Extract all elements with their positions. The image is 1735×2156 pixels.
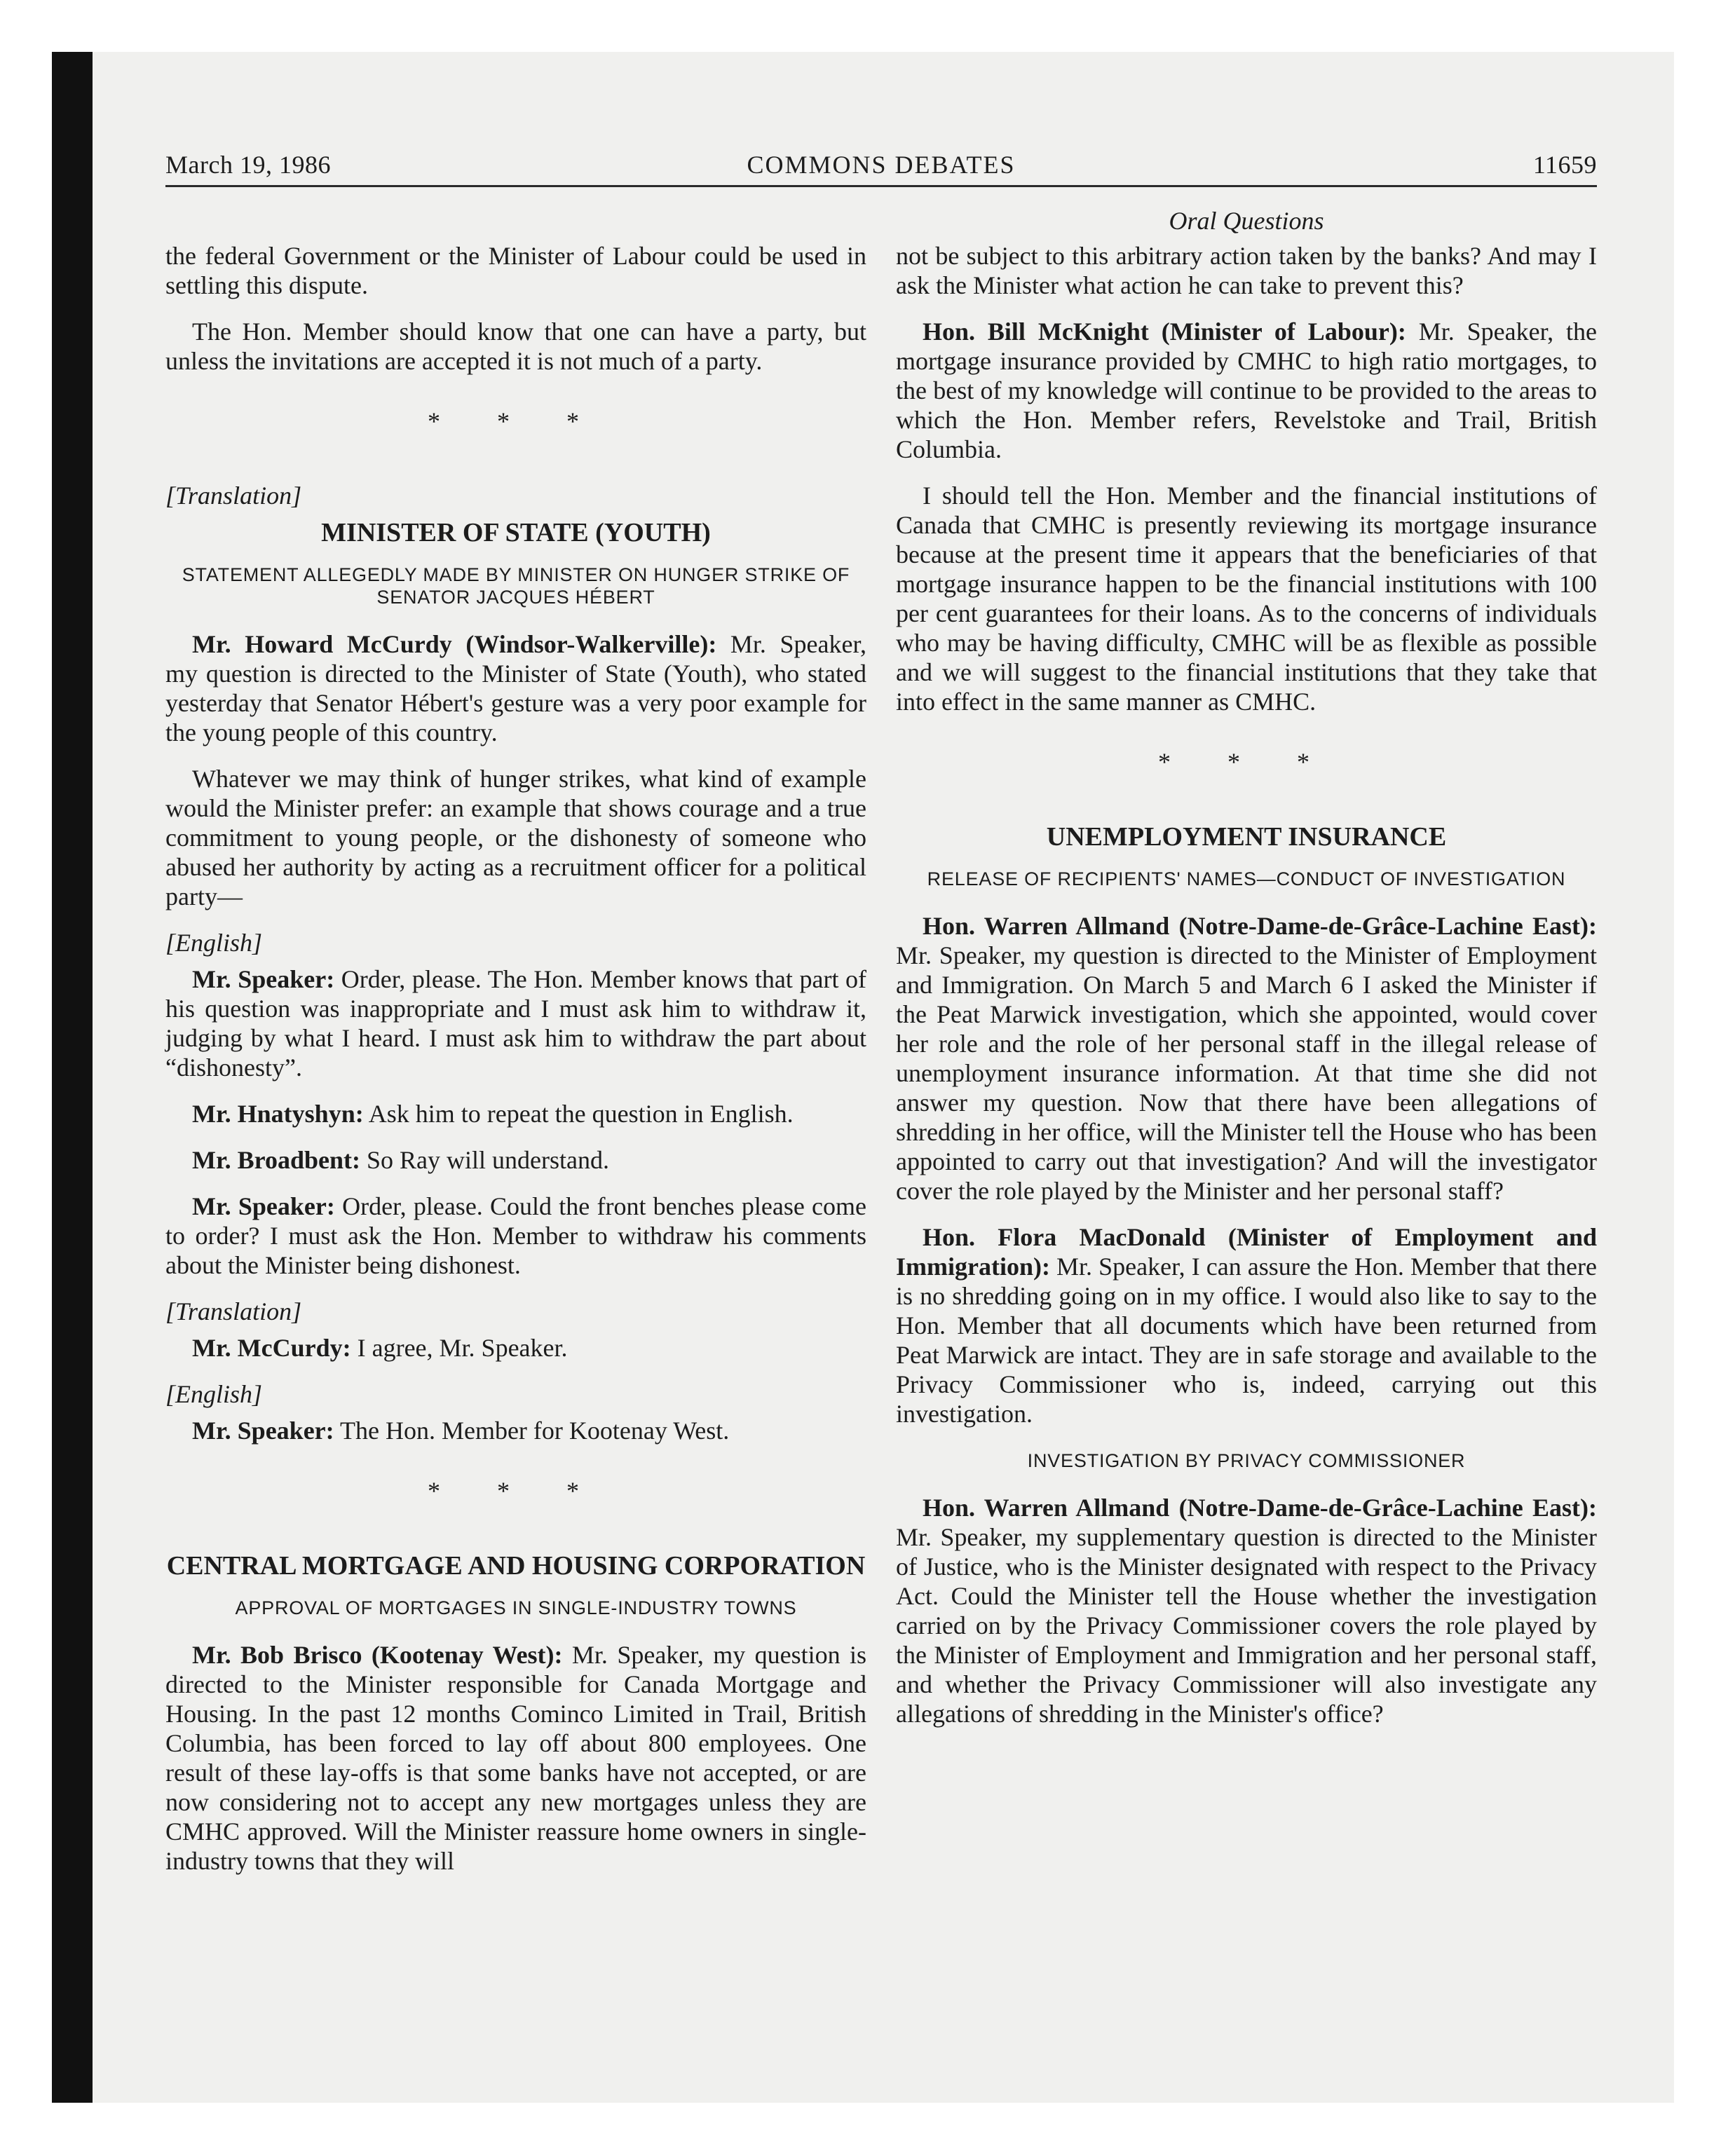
section-heading: MINISTER OF STATE (YOUTH): [321, 518, 711, 547]
speech-paragraph: [165, 1416, 866, 1445]
paragraph: Whatever we may think of hunger strikes, what kind of example would the Minister prefer: an example that shows courage and a true commitment to young people, or the dishonesty of someone who abused her authority by acting as a recruitment officer for a political party—: [165, 765, 866, 910]
running-header: [165, 147, 1597, 186]
speech-text: Ask him to repeat the question in English.: [363, 1100, 794, 1128]
section-separator: * * *: [1158, 748, 1335, 776]
left-column: [165, 241, 866, 1892]
paragraph: I should tell the Hon. Member and the financial institutions of Canada that CMHC is presently reviewing its mortgage insurance because at the present time it appears that the beneficiaries of that mortgage insurance happen to be the financial institutions with 100 per cent guarantees for their loans. As to the concerns of individuals who may be having difficulty, CMHC will be as flexible as possible and we will suggest to the financial institutions that they take that into effect in the same manner as CMHC.: [896, 482, 1597, 716]
speaker-name: Hon. Bill McKnight (Minister of Labour):: [923, 318, 1406, 346]
section-subheading: APPROVAL OF MORTGAGES IN SINGLE-INDUSTRY TOWNS: [235, 1597, 797, 1618]
speech-text: Mr. Speaker, my supplementary question is directed to the Minister of Justice, who is the Minister designated with respect to the Privacy Act. Could the Minister tell the House whether the investigation carried on by the Privacy Commissioner covers the role played by the Minister of Employment and Immigration and her personal staff, and whether the Privacy Commissioner will also investigate any allegations of shredding in the Minister's office?: [896, 1523, 1597, 1728]
speech-text: The Hon. Member for Kootenay West.: [334, 1417, 730, 1445]
speaker-name: Hon. Flora MacDonald (Minister of Employment and Immigration):: [896, 1223, 1597, 1281]
scan-edge-bar: [52, 52, 93, 2103]
speech-text: Order, please. The Hon. Member knows that part of his question was inappropriate and I must ask him to withdraw it, judging by what I heard. I must ask him to withdraw the part about “dishonesty”.: [165, 965, 867, 1082]
section-separator: * * *: [428, 1477, 604, 1505]
speech-paragraph: [896, 1222, 1597, 1428]
speech-paragraph: [165, 1333, 866, 1363]
header-title: COMMONS DEBATES: [747, 151, 1016, 179]
speaker-name: Mr. Speaker:: [192, 1192, 335, 1220]
speaker-name: Mr. Hnatyshyn:: [192, 1100, 364, 1128]
speech-paragraph: [896, 1493, 1597, 1728]
section-subheading: INVESTIGATION BY PRIVACY COMMISSIONER: [1027, 1450, 1466, 1471]
speech-text: I agree, Mr. Speaker.: [351, 1334, 568, 1362]
speech-paragraph: [165, 1099, 866, 1128]
speech-text: So Ray will understand.: [360, 1146, 609, 1174]
speaker-name: Mr. Howard McCurdy (Windsor-Walkerville):: [192, 630, 717, 658]
speech-text: Order, please. Could the front benches please come to order? I must ask the Hon. Member to withdraw his comments about the Minister being dishonest.: [165, 1192, 866, 1279]
section-heading: CENTRAL MORTGAGE AND HOUSING CORPORATION: [166, 1551, 866, 1581]
paragraph: the federal Government or the Minister of Labour could be used in settling this dispute.: [165, 242, 866, 299]
header-date: March 19, 1986: [165, 151, 331, 179]
speech-paragraph: [165, 1145, 866, 1175]
header-page-number: 11659: [1532, 151, 1597, 179]
language-marker: [English]: [165, 1380, 263, 1408]
speaker-name: Mr. Bob Brisco (Kootenay West):: [192, 1641, 563, 1669]
right-column: [896, 241, 1597, 1745]
speech-paragraph: [896, 317, 1597, 464]
speech-text: Mr. Speaker, the mortgage insurance provided by CMHC to high ratio mortgages, to the best of my knowledge will continue to be provided to the areas to which the Hon. Member refers, Revelstoke and Trail, British Columbia.: [896, 318, 1597, 463]
section-label: Oral Questions: [1169, 207, 1324, 235]
paragraph: not be subject to this arbitrary action taken by the banks? And may I ask the Minister what action he can take to prevent this?: [896, 242, 1597, 299]
speech-paragraph: [165, 629, 866, 747]
speech-paragraph: [896, 911, 1597, 1206]
section-separator: * * *: [428, 407, 604, 435]
section-heading: UNEMPLOYMENT INSURANCE: [1046, 822, 1447, 852]
speech-text: Mr. Speaker, I can assure the Hon. Member that there is no shredding going on in my office. I would also like to say to the Hon. Member that all documents which have been returned from Peat Marwick are intact. They are in safe storage and available to the Privacy Commissioner who is, indeed, carrying out this investigation.: [896, 1253, 1597, 1428]
speech-text: Mr. Speaker, my question is directed to the Minister of Employment and Immigration. On March 5 and March 6 I asked the Minister if the Peat Marwick investigation, which she appointed, would cover her role and the role of her personal staff in the illegal release of unemployment insurance information. At that time she did not answer my question. Now that there have been allegations of shredding in her office, will the Minister tell the House who has been appointed to carry out that investigation? And will the investigator cover the role played by the Minister and her personal staff?: [896, 941, 1597, 1205]
language-marker: [Translation]: [165, 1297, 302, 1325]
language-marker: [Translation]: [165, 482, 302, 510]
paragraph: The Hon. Member should know that one can have a party, but unless the invitations are accepted it is not much of a party.: [165, 318, 866, 375]
speech-paragraph: [165, 1192, 866, 1280]
speaker-name: Mr. Speaker:: [192, 1417, 334, 1445]
speaker-name: Mr. McCurdy:: [192, 1334, 351, 1362]
section-subheading: STATEMENT ALLEGEDLY MADE BY MINISTER ON HUNGER STRIKE OF SENATOR JACQUES HÉBERT: [182, 564, 850, 608]
speech-text: Mr. Speaker, my question is directed to the Minister responsible for Canada Mortgage and Housing. In the past 12 months Cominco Limited in Trail, British Columbia, has been forced to lay off about 800 employees. One result of these lay-offs is that some banks have not accepted, or are now considering not to accept any new mortgages unless they are CMHC approved. Will the Minister reassure home owners in single-industry towns that they will: [165, 1641, 866, 1875]
speaker-name: Hon. Warren Allmand (Notre-Dame-de-Grâce-Lachine East):: [923, 912, 1597, 940]
speaker-name: Hon. Warren Allmand (Notre-Dame-de-Grâce-Lachine East):: [923, 1494, 1597, 1522]
speaker-name: Mr. Speaker:: [192, 965, 335, 993]
speech-text: Mr. Speaker, my question is directed to the Minister of State (Youth), who stated yesterday that Senator Hébert's gesture was a very poor example for the young people of this country.: [165, 630, 867, 746]
speech-paragraph: [165, 1640, 866, 1876]
speaker-name: Mr. Broadbent:: [192, 1146, 361, 1174]
speech-paragraph: [165, 964, 866, 1082]
section-subheading: RELEASE OF RECIPIENTS' NAMES—CONDUCT OF INVESTIGATION: [927, 868, 1566, 889]
header-rule: [165, 185, 1597, 187]
language-marker: [English]: [165, 929, 263, 957]
